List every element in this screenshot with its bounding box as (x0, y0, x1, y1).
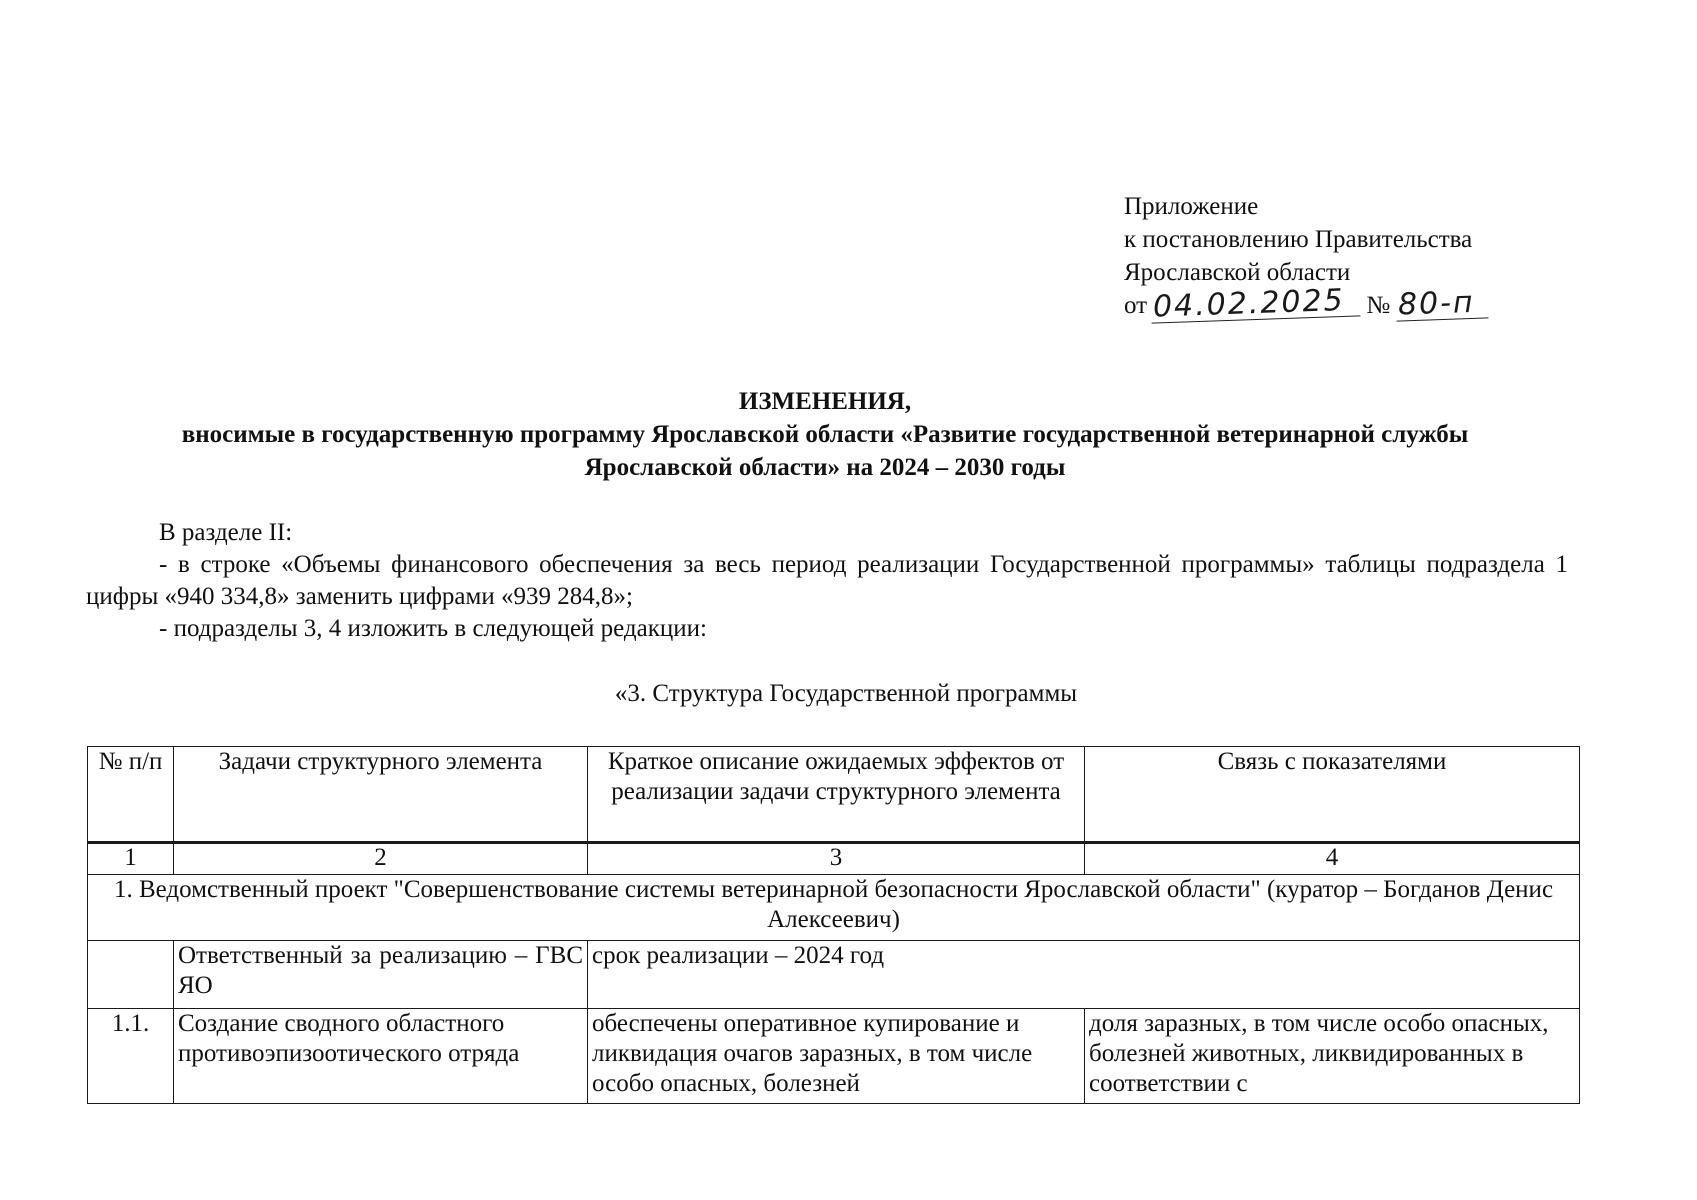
number-label: № (1366, 292, 1391, 319)
empty-cell (88, 941, 174, 1009)
effect-cell: обеспечены оперативное купирование и ликвидация очагов заразных, в том числе особо опасных, болезней (588, 1009, 1085, 1104)
responsible-row (88, 941, 1580, 1009)
column-number: 2 (174, 843, 588, 875)
row-number-cell: 1.1. (88, 1009, 174, 1104)
responsible-cell: Ответственный за реализацию – ГВС ЯО (174, 941, 588, 1009)
task-cell: Создание сводного областного противоэпизоотического отряда (174, 1009, 588, 1104)
column-number: 4 (1085, 843, 1580, 875)
table-header-row (88, 747, 1580, 843)
annex-title: Приложение (1124, 193, 1259, 220)
project-title-cell: 1. Ведомственный проект "Совершенствование системы ветеринарной безопасности Ярославской области" (куратор – Богданов Денис Алексеевич) (88, 875, 1580, 941)
table-row (88, 1009, 1580, 1104)
indicator-cell: доля заразных, в том числе особо опасных, болезней животных, ликвидированных в соответствии с (1085, 1009, 1580, 1104)
section-title: «3. Структура Государственной программы (614, 680, 1078, 707)
column-number: 3 (588, 843, 1085, 875)
paragraph-subsections: - подразделы 3, 4 изложить в следующей редакции: (159, 615, 707, 642)
column-number-row (88, 843, 1580, 875)
column-number: 1 (88, 843, 174, 875)
annex-region: Ярославской области (1124, 259, 1351, 286)
term-cell: срок реализации – 2024 год (588, 941, 1580, 1009)
handwritten-date: 04.02.2025 (1151, 285, 1361, 323)
from-label: от (1124, 292, 1148, 319)
handwritten-number: 80-п (1396, 287, 1489, 321)
header-number: № п/п (88, 747, 174, 843)
header-indicators: Связь с показателями (1085, 747, 1580, 843)
paragraph-amount-change: - в строке «Объемы финансового обеспечения за весь период реализации Государственной программы» таблицы подраздела 1 цифры «940 334,8» заменить цифрами «939 284,8»; (86, 551, 1568, 610)
document-title (60, 385, 1590, 484)
body-text (86, 517, 1568, 645)
title-subtitle-line2: Ярославской области» на 2024 – 2030 годы (584, 454, 1066, 481)
header-effects: Краткое описание ожидаемых эффектов от реализации задачи структурного элемента (588, 747, 1085, 843)
header-tasks: Задачи структурного элемента (174, 747, 588, 843)
project-row (88, 875, 1580, 941)
title-heading: ИЗМЕНЕНИЯ, (738, 388, 912, 415)
annex-decree-ref: к постановлению Правительства (1124, 226, 1473, 253)
paragraph-section: В разделе II: (159, 519, 293, 546)
title-subtitle-line1: вносимые в государственную программу Ярославской области «Развитие государственной ветеринарной службы (181, 421, 1469, 448)
structure-table (87, 746, 1580, 1104)
annex-date-number-line (1124, 282, 1488, 325)
annex-block (1124, 190, 1488, 325)
